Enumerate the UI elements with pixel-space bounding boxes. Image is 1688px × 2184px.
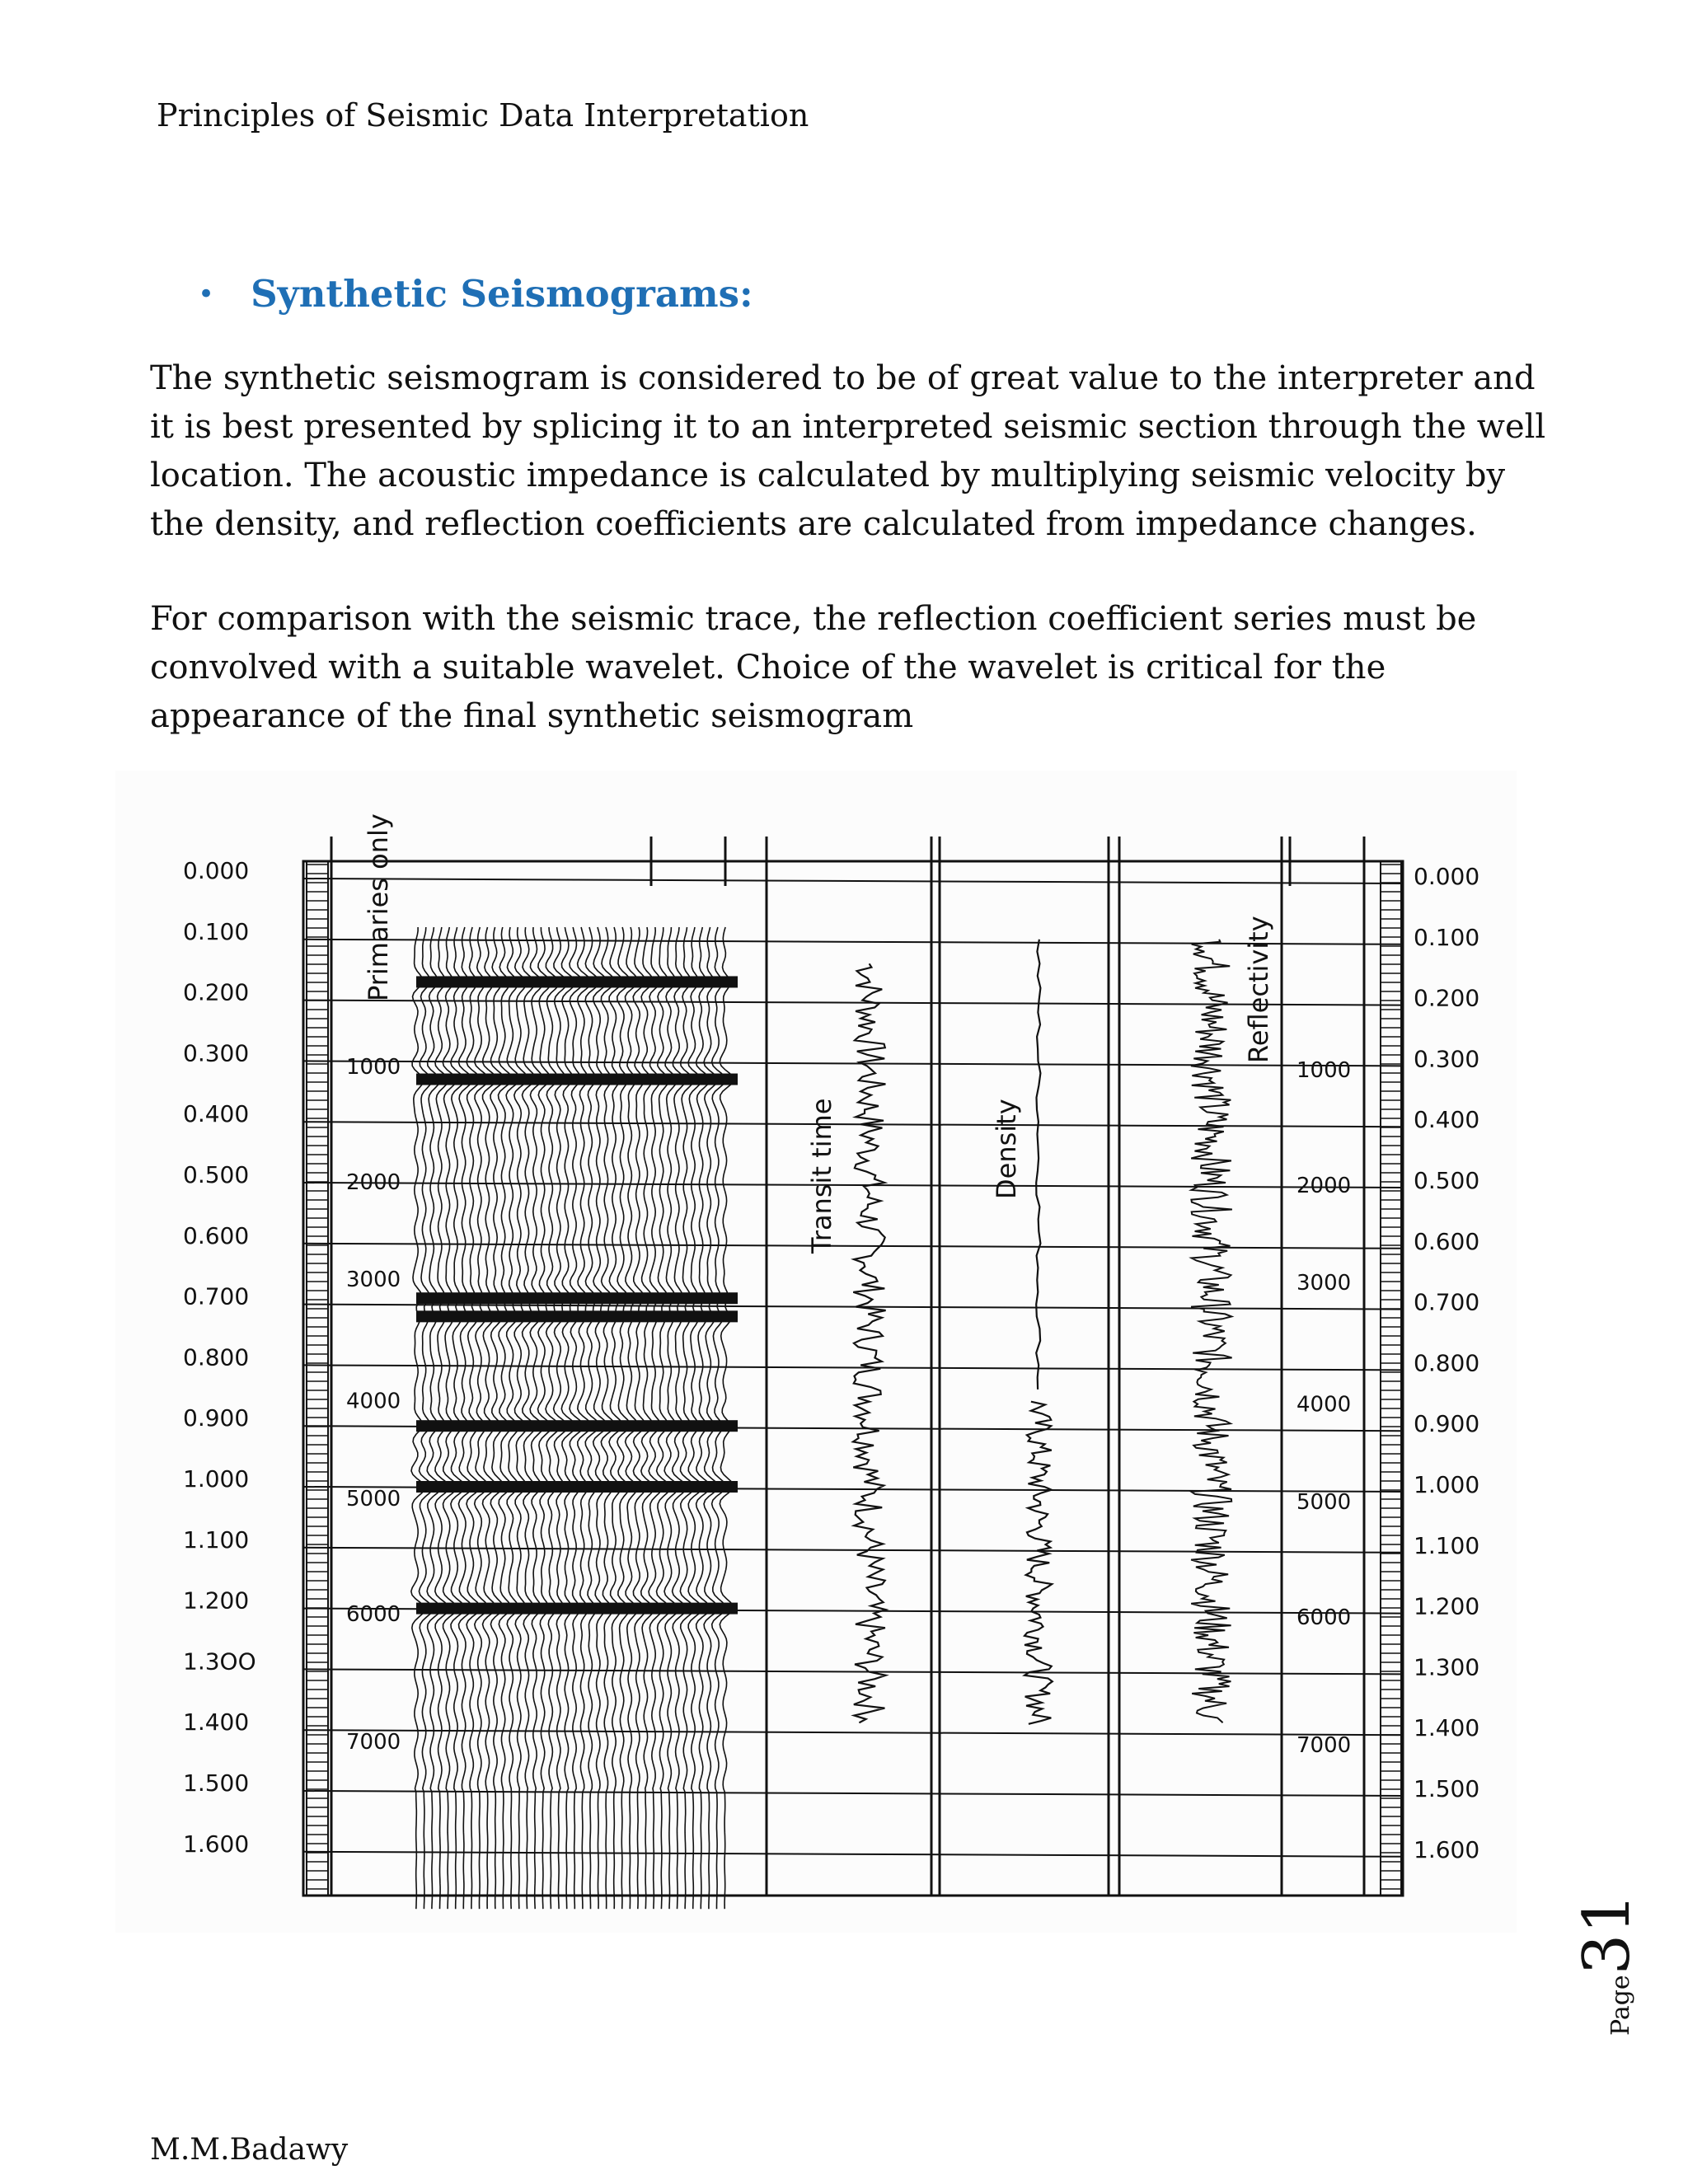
time-label-right: 0.800 [1414,1349,1480,1377]
track-title-density: Density [991,1099,1022,1199]
time-label-right: 0.100 [1414,923,1480,951]
time-label-left: 0.500 [183,1161,250,1188]
depth-label-right: 2000 [1296,1174,1352,1198]
synthetic-seismogram-figure [115,771,1517,1933]
time-label-left: 0.600 [183,1221,250,1249]
gridline [303,1122,1403,1127]
seismogram-svg [115,771,1517,1933]
paragraph-2: For comparison with the seismic trace, the reflection coefficient series must be convolved with a suitable wavelet. Choice of the wavelet is critical for the appearance of the final synthetic seismogram [150,600,1477,735]
time-label-right: 1.600 [1414,1835,1480,1863]
reflector-band [416,976,738,987]
depth-label-right: 3000 [1296,1271,1352,1296]
page-word: Page [1606,1975,1635,2036]
gridline [303,1365,1403,1370]
density-log-lower [1025,1402,1053,1724]
time-label-left: 1.3ОО [183,1647,256,1675]
page-number-value: 31 [1570,1893,1644,1975]
depth-label-left: 3000 [346,1268,401,1293]
gridline [303,1244,1403,1249]
time-axis-left [183,857,256,1858]
track-title-reflectivity: Reflectivity [1243,916,1274,1063]
footer-author: M.M.Badawy [150,2133,349,2167]
time-label-right: 0.200 [1414,984,1480,1012]
time-label-left: 1.000 [183,1465,250,1493]
well-logs [853,940,1232,1724]
track-title-transit: Transit time [806,1098,837,1254]
reflector-band [416,1310,738,1322]
transit-time-log [853,963,886,1722]
time-label-left: 1.100 [183,1526,250,1554]
depth-label-right: 6000 [1296,1605,1352,1630]
time-label-left: 1.600 [183,1830,250,1858]
outer-box [303,861,1403,1896]
time-axis-right [1414,863,1479,1863]
gridline [303,1183,1403,1188]
time-label-left: 1.200 [183,1586,250,1615]
reflector-band [416,1292,738,1304]
depth-label-left: 1000 [346,1054,401,1080]
time-label-right: 0.600 [1414,1227,1480,1255]
depth-label-right: 4000 [1296,1392,1352,1418]
bullet-icon: • [198,277,215,311]
time-label-right: 1.500 [1414,1775,1480,1802]
time-label-left: 0.800 [183,1343,250,1371]
depth-label-left: 4000 [346,1389,401,1414]
time-label-left: 0.000 [183,857,250,884]
depth-label-right: 7000 [1296,1732,1352,1758]
depth-label-right: 1000 [1296,1057,1352,1083]
figure-frame [303,837,1403,1896]
gridline [303,1791,1403,1796]
gridline [303,940,1403,944]
wiggle-traces [411,927,738,1909]
time-label-left: 0.100 [183,917,250,945]
depth-label-right: 5000 [1296,1489,1352,1515]
density-log-upper [1036,940,1040,1390]
reflectivity-log [1191,940,1232,1723]
paragraph-1: The synthetic seismogram is considered to be of great value to the interpreter and it is best presented by splicing it to an interpreted seismic section through the well location. The acoustic impedance is calculated by multiplying seismic velocity by the density, and reflection coefficients are calculated from impedance changes. [150,359,1546,543]
time-label-left: 1.500 [183,1769,250,1797]
time-label-right: 1.200 [1414,1592,1480,1620]
section-heading: Synthetic Seismograms: [251,272,753,316]
depth-label-left: 7000 [346,1729,401,1755]
running-header: Principles of Seismic Data Interpretation [157,97,809,134]
time-label-left: 0.700 [183,1282,250,1310]
gridline [303,1305,1403,1310]
time-label-left: 0.300 [183,1039,250,1067]
time-label-left: 1.400 [183,1708,250,1736]
gridline [303,1852,1403,1857]
time-label-left: 0.200 [183,978,250,1006]
section-heading-row [198,272,753,316]
time-label-right: 0.900 [1414,1410,1480,1438]
depth-label-left: 5000 [346,1486,401,1511]
gridline [303,879,1403,883]
time-label-right: 1.100 [1414,1531,1480,1559]
reflector-band [416,1074,738,1085]
time-label-right: 0.500 [1414,1167,1480,1194]
time-label-left: 0.900 [183,1404,250,1432]
reflector-band [416,1603,738,1615]
reflector-band [416,1481,738,1493]
time-label-right: 0.400 [1414,1106,1480,1134]
time-label-right: 0.300 [1414,1045,1480,1073]
time-label-right: 1.400 [1414,1714,1480,1742]
gridline [303,1730,1403,1735]
gridline [303,1548,1403,1553]
time-label-left: 0.400 [183,1100,250,1128]
time-label-right: 0.000 [1414,863,1480,890]
gridline [303,1001,1403,1005]
track-title-primaries: Primaries only [363,813,394,1001]
reflector-band [416,1420,738,1432]
gridline [303,1669,1403,1674]
depth-label-left: 2000 [346,1170,401,1195]
time-label-right: 1.000 [1414,1471,1480,1498]
time-label-right: 1.300 [1414,1653,1480,1681]
depth-label-left: 6000 [346,1601,401,1627]
time-label-right: 0.700 [1414,1288,1480,1316]
page-number [1570,1893,1661,2036]
